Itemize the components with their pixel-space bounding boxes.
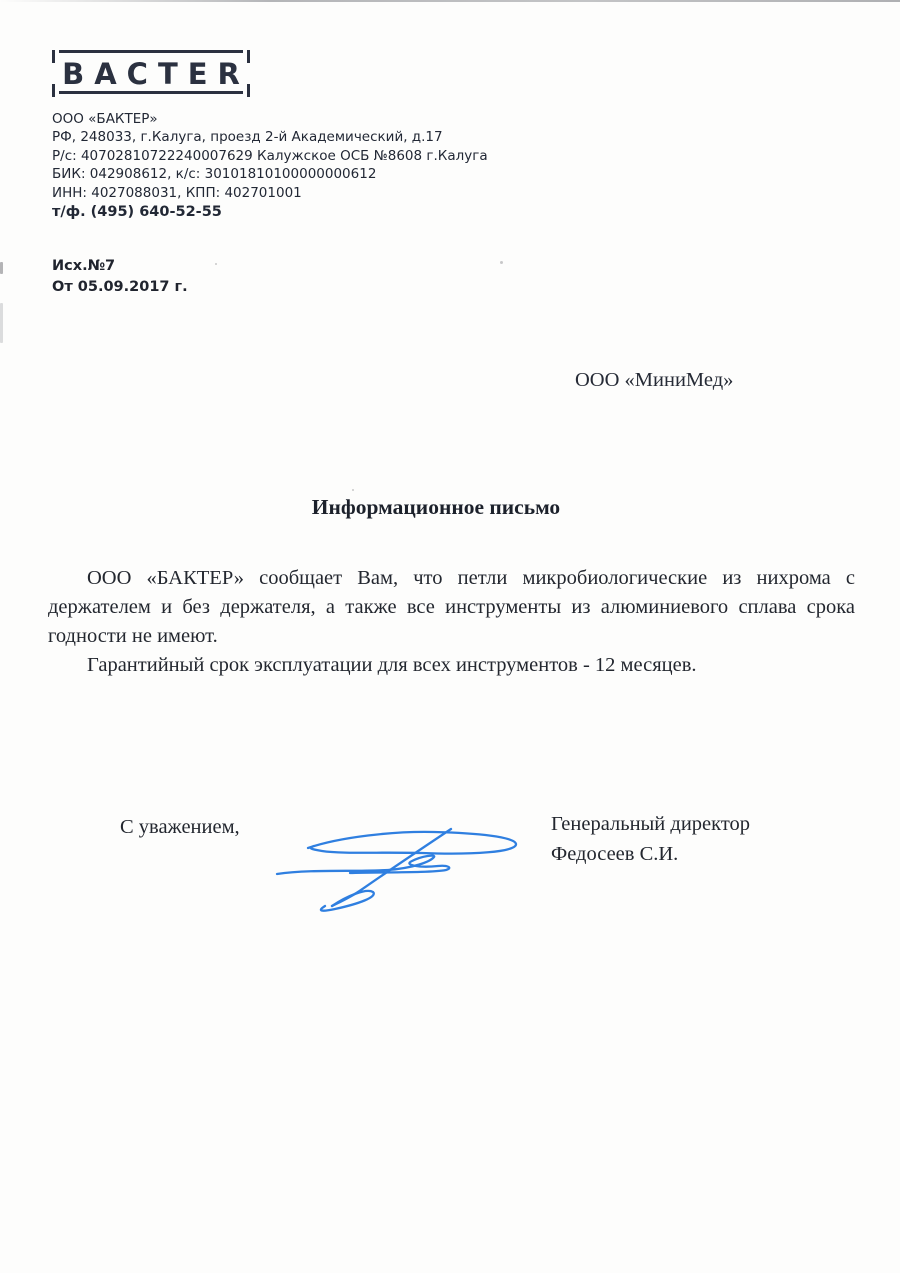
company-bank-account: Р/с: 40702810722240007629 Калужское ОСБ №8608 г.Калуга bbox=[52, 147, 488, 164]
signature-stroke bbox=[308, 832, 516, 854]
outgoing-number: Исх.№7 bbox=[52, 258, 116, 274]
body-line: Гарантийный срок эксплуатации для всех инструментов - 12 месяцев. bbox=[87, 654, 697, 676]
company-logo bbox=[52, 50, 250, 97]
company-inn-kpp: ИНН: 4027088031, КПП: 402701001 bbox=[52, 184, 302, 201]
company-phone: т/ф. (495) 640-52-55 bbox=[52, 204, 222, 221]
body-line: ООО «БАКТЕР» сообщает Вам, что петли микробиологические из нихрома с bbox=[87, 567, 855, 589]
company-name: ООО «БАКТЕР» bbox=[52, 111, 158, 127]
letter-body bbox=[48, 564, 855, 680]
letter-title: Информационное письмо bbox=[311, 495, 561, 519]
body-line: годности не имеют. bbox=[48, 625, 218, 647]
scan-speck bbox=[500, 261, 503, 264]
signature-stroke bbox=[277, 856, 449, 874]
signer-name: Федосеев С.И. bbox=[551, 843, 679, 865]
signature-ink bbox=[262, 812, 528, 916]
signer-position: Генеральный директор bbox=[551, 813, 751, 835]
recipient-name: ООО «МиниМед» bbox=[575, 369, 734, 391]
scan-artifact-top-edge bbox=[0, 0, 900, 2]
letter-date: От 05.09.2017 г. bbox=[52, 279, 188, 295]
company-logo-text: BACTER bbox=[62, 57, 250, 91]
scan-speck bbox=[352, 489, 354, 491]
signature-stroke bbox=[321, 891, 374, 911]
closing-salutation: С уважением, bbox=[120, 816, 240, 838]
scan-speck bbox=[215, 263, 217, 265]
company-address: РФ, 248033, г.Калуга, проезд 2-й Академический, д.17 bbox=[52, 129, 443, 146]
scan-artifact-left-edge bbox=[0, 262, 3, 274]
reference-block bbox=[52, 256, 188, 298]
company-bik-ks: БИК: 042908612, к/с: 30101810100000000612 bbox=[52, 166, 377, 183]
scan-artifact-left-edge bbox=[0, 303, 3, 343]
company-details bbox=[52, 110, 488, 221]
signer-block bbox=[551, 809, 750, 869]
body-line: держателем и без держателя, а также все инструменты из алюминиевого сплава срока bbox=[48, 596, 855, 618]
